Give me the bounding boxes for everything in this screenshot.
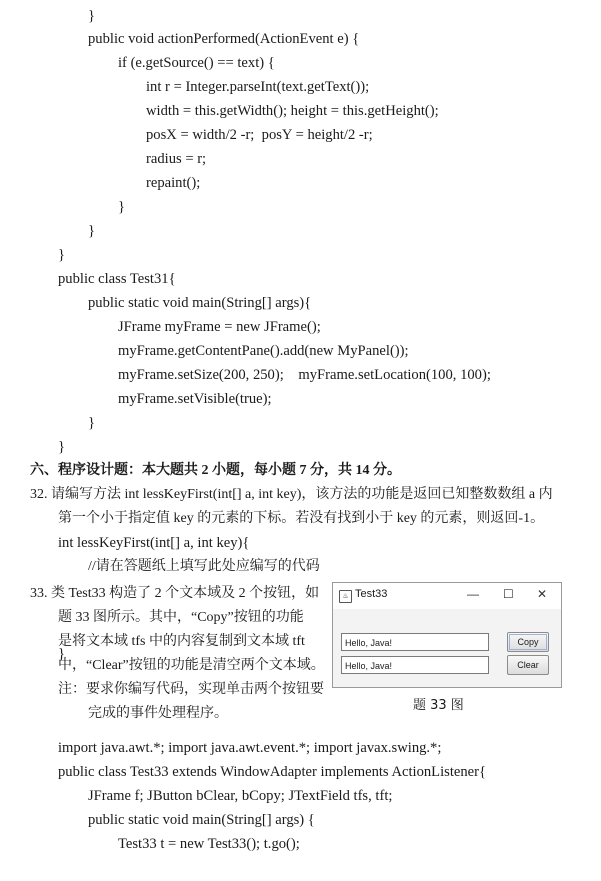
q33-code-line: public static void main(String[] args) { <box>88 812 315 828</box>
code-line: } <box>88 8 96 24</box>
code-line: } <box>88 223 96 239</box>
code-line: } <box>88 415 96 431</box>
q33-text: 完成的事件处理程序。 <box>88 706 228 721</box>
code-line: int r = Integer.parseInt(text.getText()); <box>146 79 370 95</box>
close-icon[interactable]: ✕ <box>537 587 548 601</box>
java-app-icon: ♨ <box>339 590 352 603</box>
code-line: JFrame myFrame = new JFrame(); <box>118 319 321 335</box>
q32-close: } <box>58 646 66 662</box>
q33-text: 题 33 图所示。其中，“Copy”按钮的功能 <box>58 610 304 625</box>
code-line: myFrame.setSize(200, 250); myFrame.setLocation(100, 100); <box>118 367 491 383</box>
code-line: myFrame.setVisible(true); <box>118 391 272 407</box>
code-line: posX = width/2 -r; posY = height/2 -r; <box>146 127 373 143</box>
figure-caption: 题 33 图 <box>413 698 464 713</box>
q33-text: 中，“Clear”按钮的功能是清空两个文本域。 <box>58 658 325 673</box>
figure-window <box>332 582 562 688</box>
code-line: repaint(); <box>146 175 201 191</box>
text-field-tfs[interactable]: Hello, Java! <box>341 633 489 651</box>
window-title: Test33 <box>355 588 388 600</box>
copy-button[interactable]: Copy <box>507 632 549 652</box>
q33-code-line: public class Test33 extends WindowAdapter implements ActionListener{ <box>58 764 486 780</box>
code-line: myFrame.getContentPane().add(new MyPanel()); <box>118 343 409 359</box>
q32-comment: //请在答题纸上填写此处应编写的代码 <box>88 559 320 574</box>
minimize-icon[interactable]: — <box>467 587 479 601</box>
q33-code-line: Test33 t = new Test33(); t.go(); <box>118 836 300 852</box>
section-heading: 六、程序设计题：本大题共 2 小题，每小题 7 分，共 14 分。 <box>30 463 401 478</box>
code-line: width = this.getWidth(); height = this.getHeight(); <box>146 103 439 119</box>
text-field-tft[interactable]: Hello, Java! <box>341 656 489 674</box>
window-titlebar <box>333 583 561 609</box>
q33-text: 是将文本域 tfs 中的内容复制到文本域 tft <box>58 634 305 649</box>
maximize-icon[interactable]: ☐ <box>503 587 514 601</box>
code-line: if (e.getSource() == text) { <box>118 55 275 71</box>
code-line: radius = r; <box>146 151 207 167</box>
q32-text: 32. 请编写方法 int lessKeyFirst(int[] a, int key)，该方法的功能是返回已知整数数组 a 内 <box>30 487 553 502</box>
code-line: } <box>58 247 66 263</box>
code-line: } <box>58 439 66 455</box>
code-line: public void actionPerformed(ActionEvent e) { <box>88 31 360 47</box>
q33-text: 33. 类 Test33 构造了 2 个文本域及 2 个按钮，如 <box>30 586 320 601</box>
clear-button[interactable]: Clear <box>507 655 549 675</box>
code-line: public class Test31{ <box>58 271 176 287</box>
q33-code-line: JFrame f; JButton bClear, bCopy; JTextField tfs, tft; <box>88 788 393 804</box>
q32-text: 第一个小于指定值 key 的元素的下标。若没有找到小于 key 的元素，则返回-1。 <box>58 511 545 526</box>
q32-signature: int lessKeyFirst(int[] a, int key){ <box>58 535 250 551</box>
q33-text: 注：要求你编写代码，实现单击两个按钮要 <box>58 682 324 697</box>
code-line: public static void main(String[] args){ <box>88 295 312 311</box>
q33-code-line: import java.awt.*; import java.awt.event.*; import javax.swing.*; <box>58 740 442 756</box>
code-line: } <box>118 199 126 215</box>
